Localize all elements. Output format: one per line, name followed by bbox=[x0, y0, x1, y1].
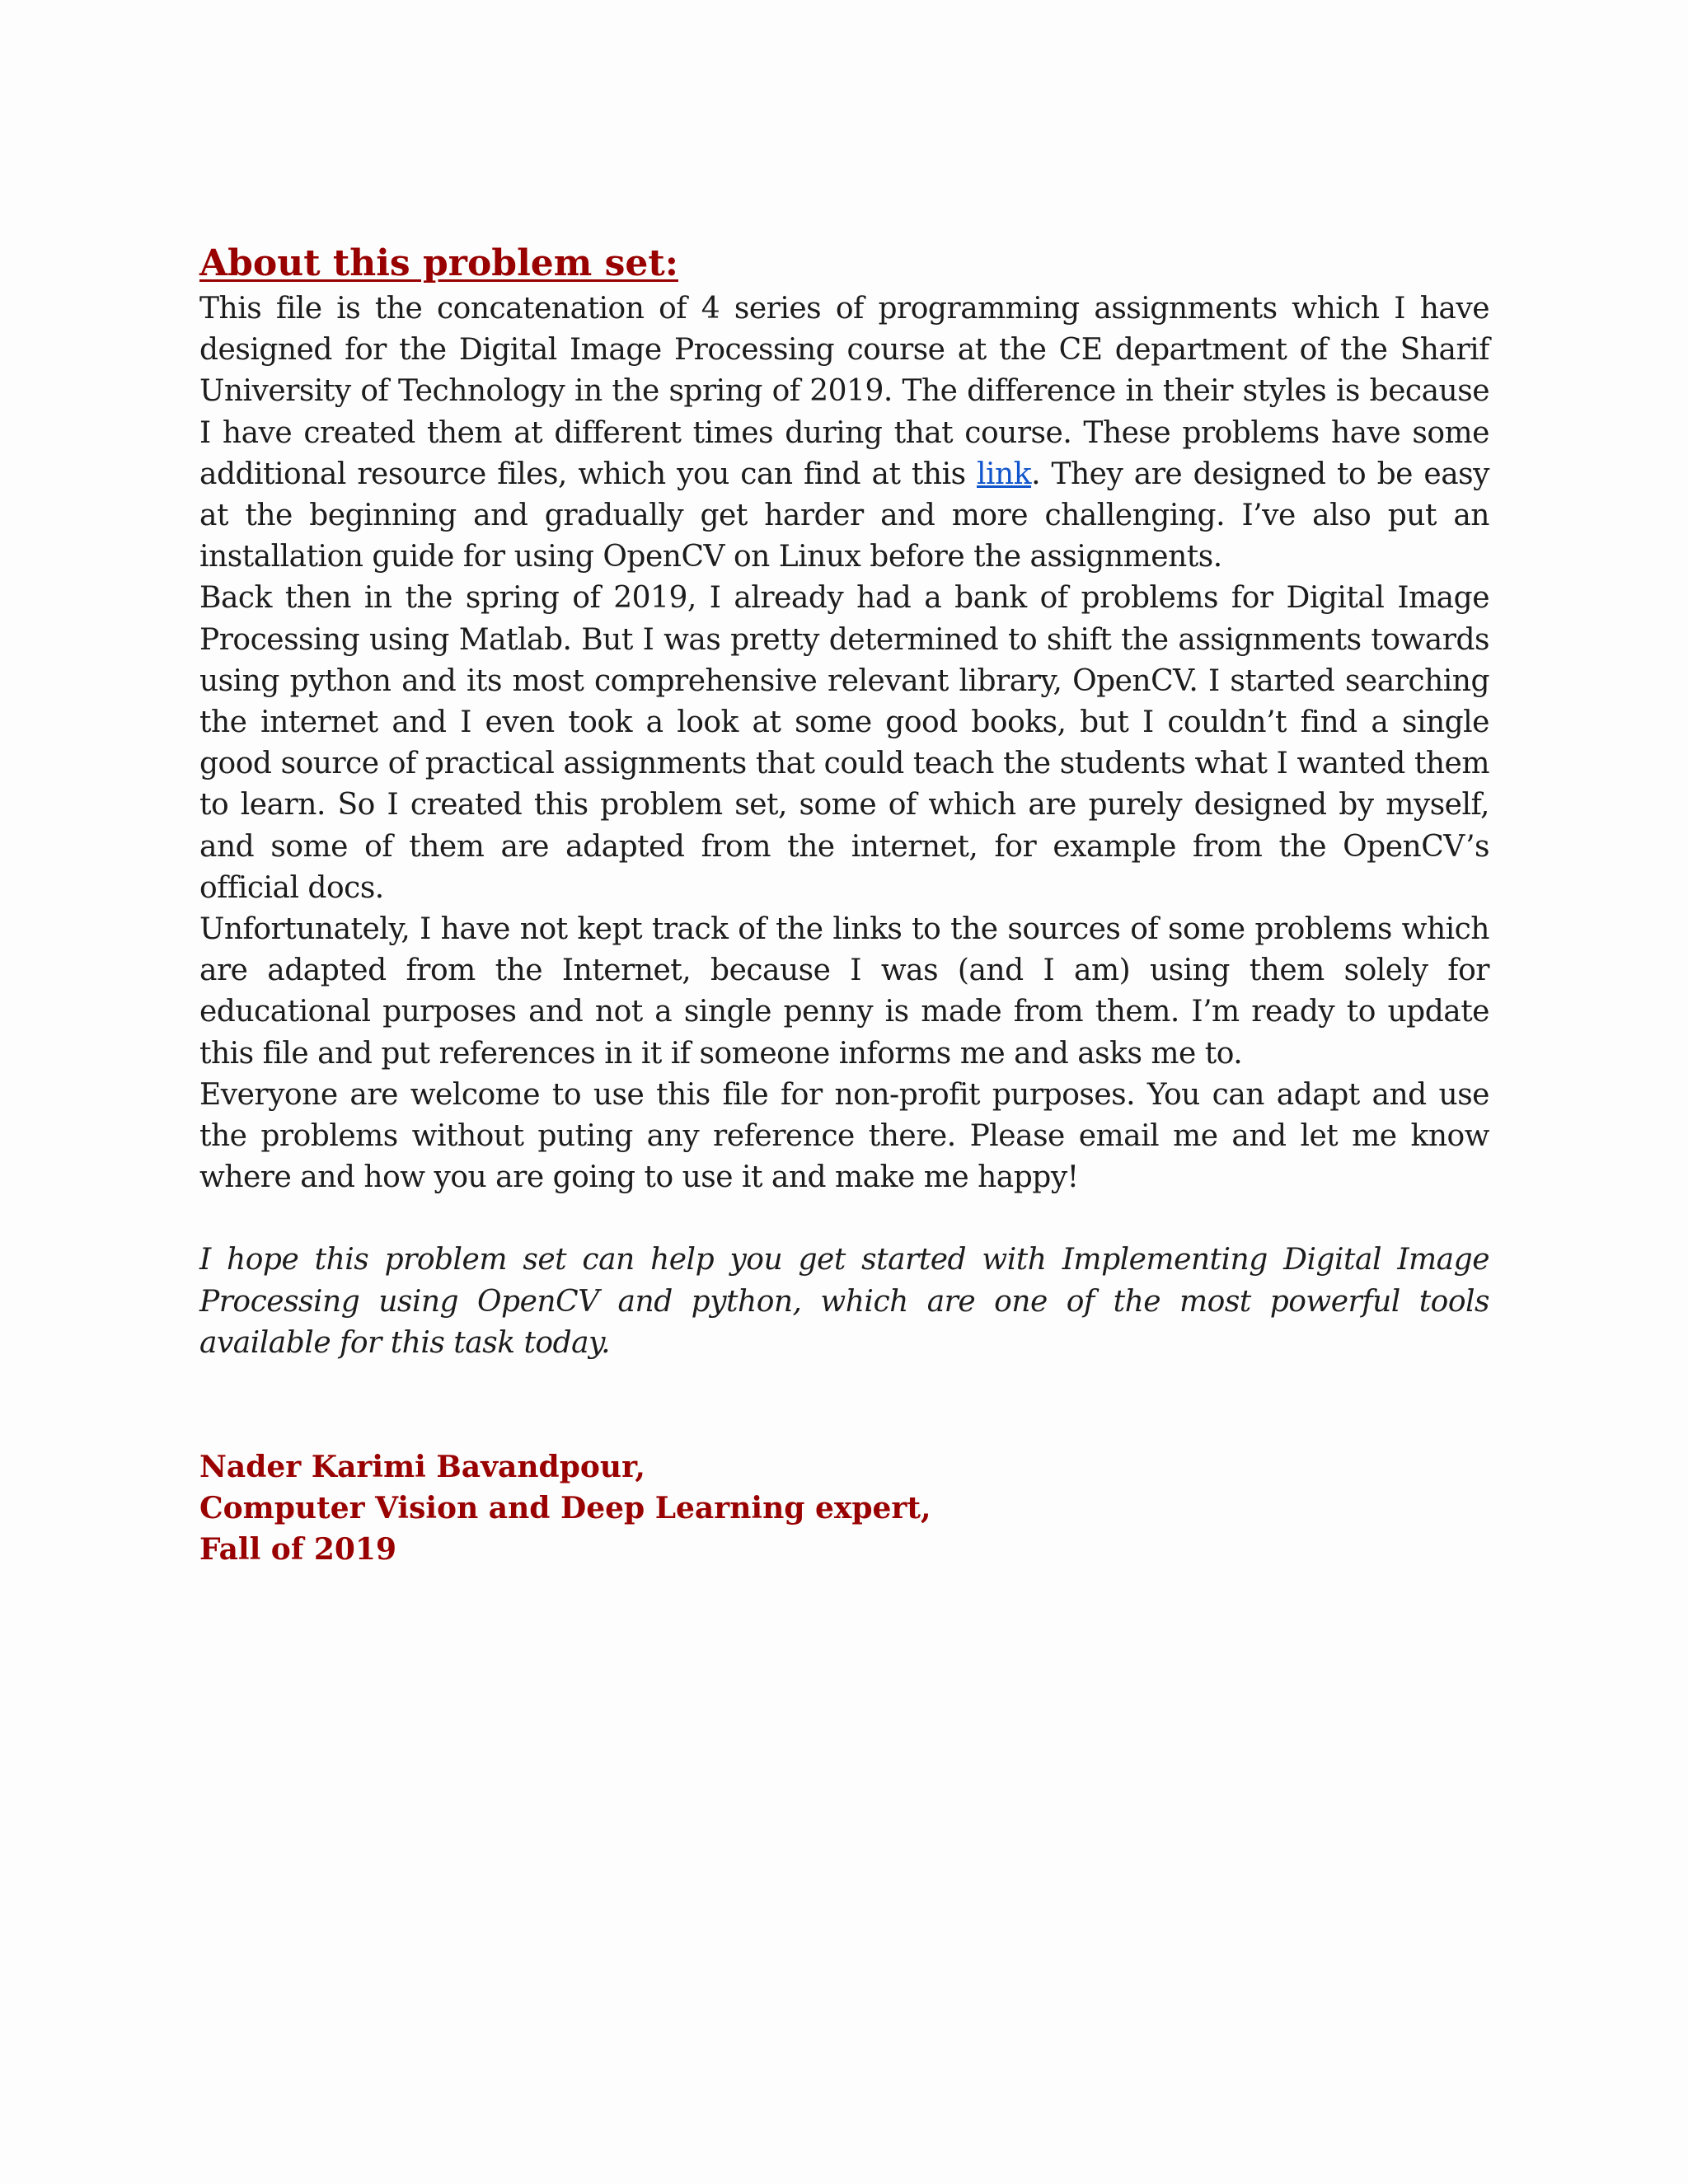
resource-files-link[interactable]: link bbox=[977, 457, 1032, 491]
author-name: Nader Karimi Bavandpour, bbox=[199, 1450, 645, 1485]
closing-note: I hope this problem set can help you get started with Implementing Digital Image Processing using OpenCV and python, which are one of the most powerful tools available for this task today. bbox=[199, 1243, 1489, 1360]
paragraph-background: Back then in the spring of 2019, I already had a bank of problems for Digital Image Processing using Matlab. But I was pretty determined to shift the assignments towards using python and its most comprehensive relevant library, OpenCV. I started searching the internet and I even took a look at some good books, but I couldn’t find a single good source of practical assignments that could teach the students what I wanted them to learn. So I created this problem set, some of which are purely designed by myself, and some of them are adapted from the internet, for example from the OpenCV’s official docs. bbox=[199, 581, 1489, 905]
blank-line bbox=[199, 1198, 1489, 1240]
paragraph-intro-text-end: . They are designed to be easy at the beginning and gradually get harder and more challenging. I’ve also put an installation guide for using OpenCV on Linux before the assignments. bbox=[199, 457, 1489, 574]
paragraph-sources: Unfortunately, I have not kept track of the links to the sources of some problems which are adapted from the Internet, because I was (and I am) using them solely for educational purposes and not a single penny is made from them. I’m ready to update this file and put references in it if someone informs me and asks me to. bbox=[199, 912, 1489, 1071]
document-page bbox=[199, 239, 1489, 1571]
paragraph-intro bbox=[199, 288, 1489, 578]
section-heading: About this problem set: bbox=[199, 242, 678, 284]
paragraph-usage: Everyone are welcome to use this file for non-profit purposes. You can adapt and use the problems without puting any reference there. Please email me and let me know where and how you are going to use it and make me happy! bbox=[199, 1077, 1489, 1195]
signature-date: Fall of 2019 bbox=[199, 1532, 397, 1568]
blank-lines bbox=[199, 1364, 1489, 1446]
author-title: Computer Vision and Deep Learning expert, bbox=[199, 1491, 931, 1526]
paragraph-intro-text-start: This file is the concatenation of 4 series of programming assignments which I have designed for the Digital Image Processing course at the CE department of the Sharif University of Technology in the spring of 2019. The difference in their styles is because I have created them at different times during that course. These problems have some additional resource files, which you can find at this bbox=[199, 292, 1489, 491]
